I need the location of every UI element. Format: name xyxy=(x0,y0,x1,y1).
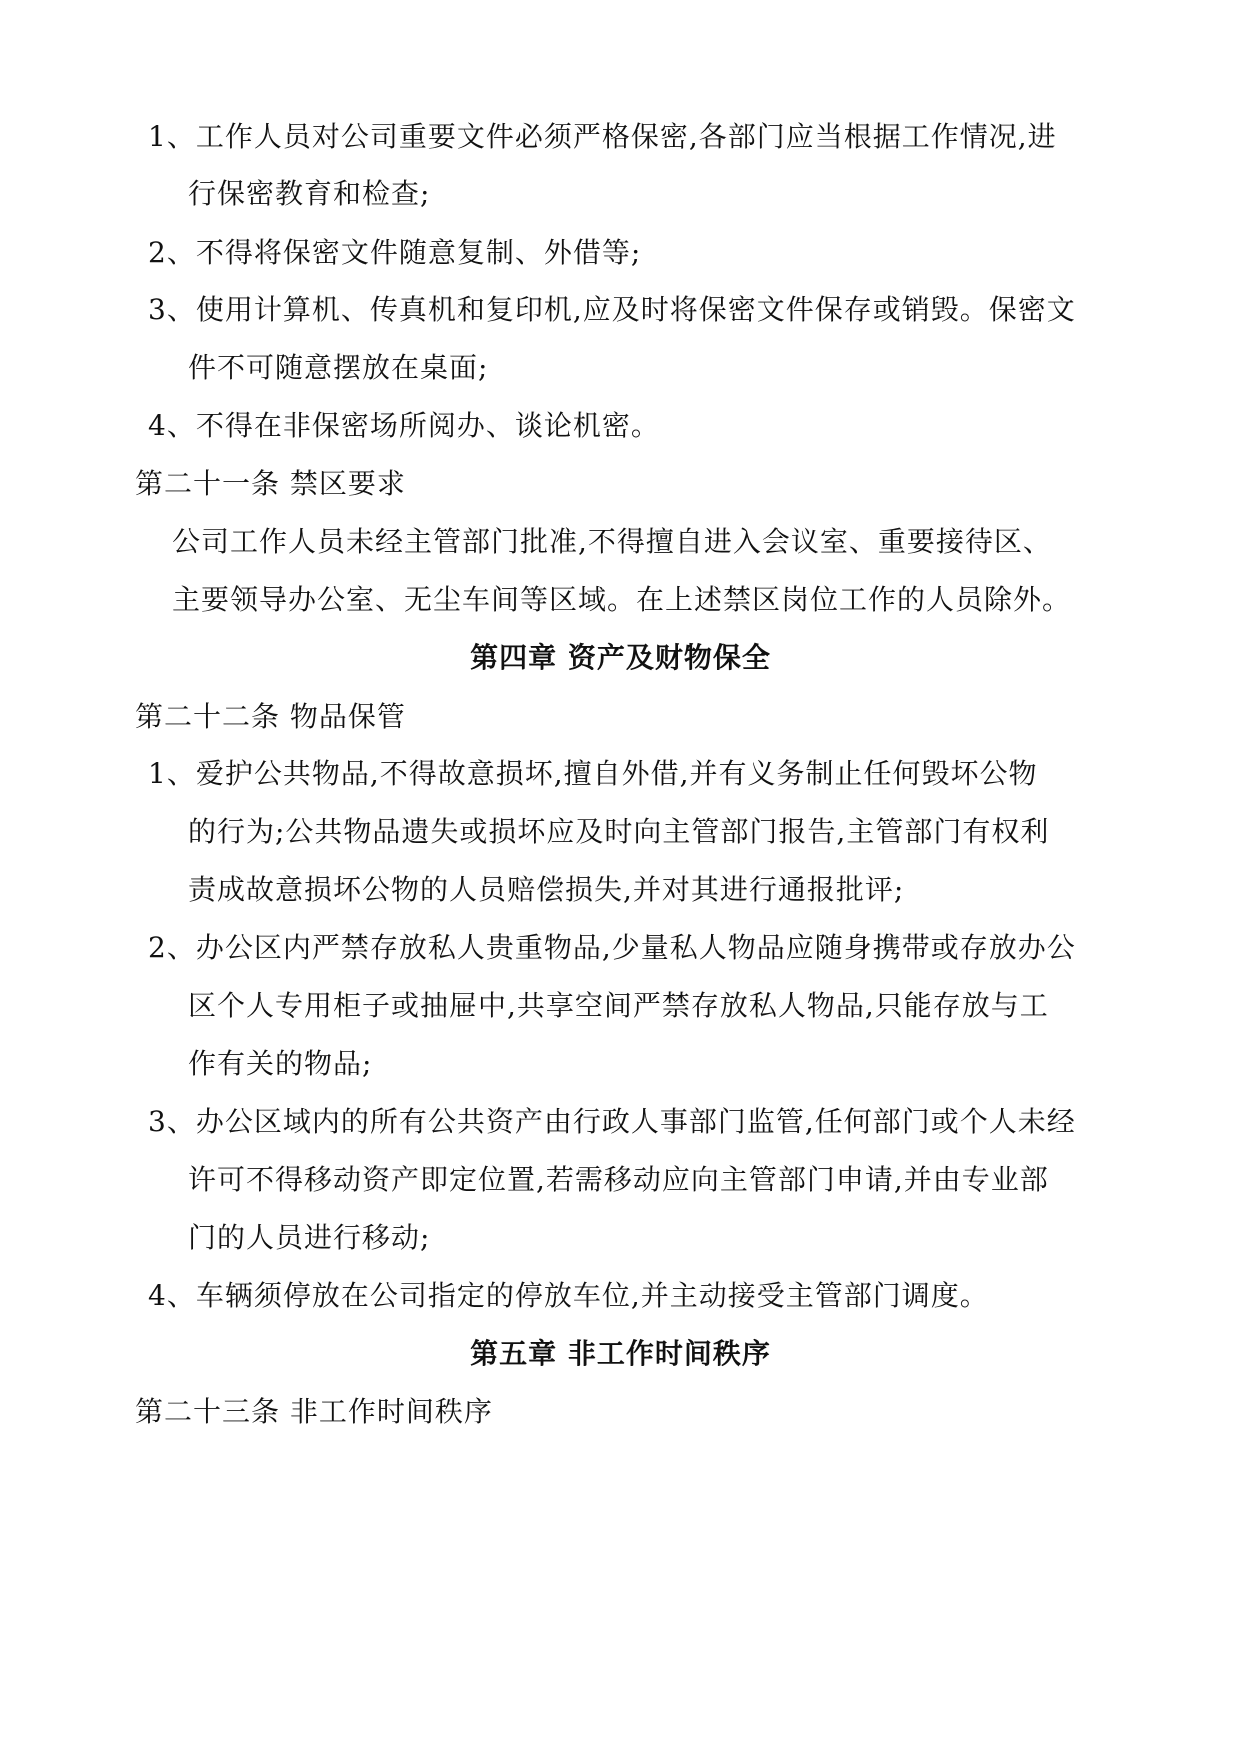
confidentiality-item-3-line-2: 件不可随意摆放在桌面; xyxy=(188,351,489,384)
article-22-item-3-line-2: 许可不得移动资产即定位置,若需移动应向主管部门申请,并由专业部 xyxy=(188,1163,1049,1196)
article-22-item-2-line-1: 2、办公区内严禁存放私人贵重物品,少量私人物品应随身携带或存放办公 xyxy=(148,931,1076,964)
article-22-item-2-line-2: 区个人专用柜子或抽屉中,共享空间严禁存放私人物品,只能存放与工 xyxy=(188,989,1049,1022)
article-21-body-line-2: 主要领导办公室、无尘车间等区域。在上述禁区岗位工作的人员除外。 xyxy=(172,583,1072,616)
confidentiality-item-1-line-2: 行保密教育和检查; xyxy=(188,177,431,210)
article-21-body-line-1: 公司工作人员未经主管部门批准,不得擅自进入会议室、重要接待区、 xyxy=(172,525,1052,558)
article-22-item-3-line-1: 3、办公区域内的所有公共资产由行政人事部门监管,任何部门或个人未经 xyxy=(148,1105,1076,1138)
article-22-item-3-line-3: 门的人员进行移动; xyxy=(188,1221,431,1254)
chapter-5-title: 第五章 非工作时间秩序 xyxy=(470,1337,771,1370)
confidentiality-item-4-line-1: 4、不得在非保密场所阅办、谈论机密。 xyxy=(148,409,660,442)
article-23-title: 第二十三条 非工作时间秩序 xyxy=(135,1395,493,1428)
chapter-4-title: 第四章 资产及财物保全 xyxy=(470,641,771,674)
article-22-item-2-line-3: 作有关的物品; xyxy=(188,1047,373,1080)
article-22-item-1-line-3: 责成故意损坏公物的人员赔偿损失,并对其进行通报批评; xyxy=(188,873,905,906)
article-22-item-4-line-1: 4、车辆须停放在公司指定的停放车位,并主动接受主管部门调度。 xyxy=(148,1279,989,1312)
confidentiality-item-2-line-1: 2、不得将保密文件随意复制、外借等; xyxy=(148,236,642,269)
confidentiality-item-1-line-1: 1、工作人员对公司重要文件必须严格保密,各部门应当根据工作情况,进 xyxy=(148,120,1057,153)
article-22-item-1-line-1: 1、爱护公共物品,不得故意损坏,擅自外借,并有义务制止任何毁坏公物 xyxy=(148,757,1038,790)
confidentiality-item-3-line-1: 3、使用计算机、传真机和复印机,应及时将保密文件保存或销毁。保密文 xyxy=(148,293,1076,326)
article-22-title: 第二十二条 物品保管 xyxy=(135,700,406,733)
article-21-title: 第二十一条 禁区要求 xyxy=(135,467,406,500)
article-22-item-1-line-2: 的行为;公共物品遗失或损坏应及时向主管部门报告,主管部门有权利 xyxy=(188,815,1050,848)
